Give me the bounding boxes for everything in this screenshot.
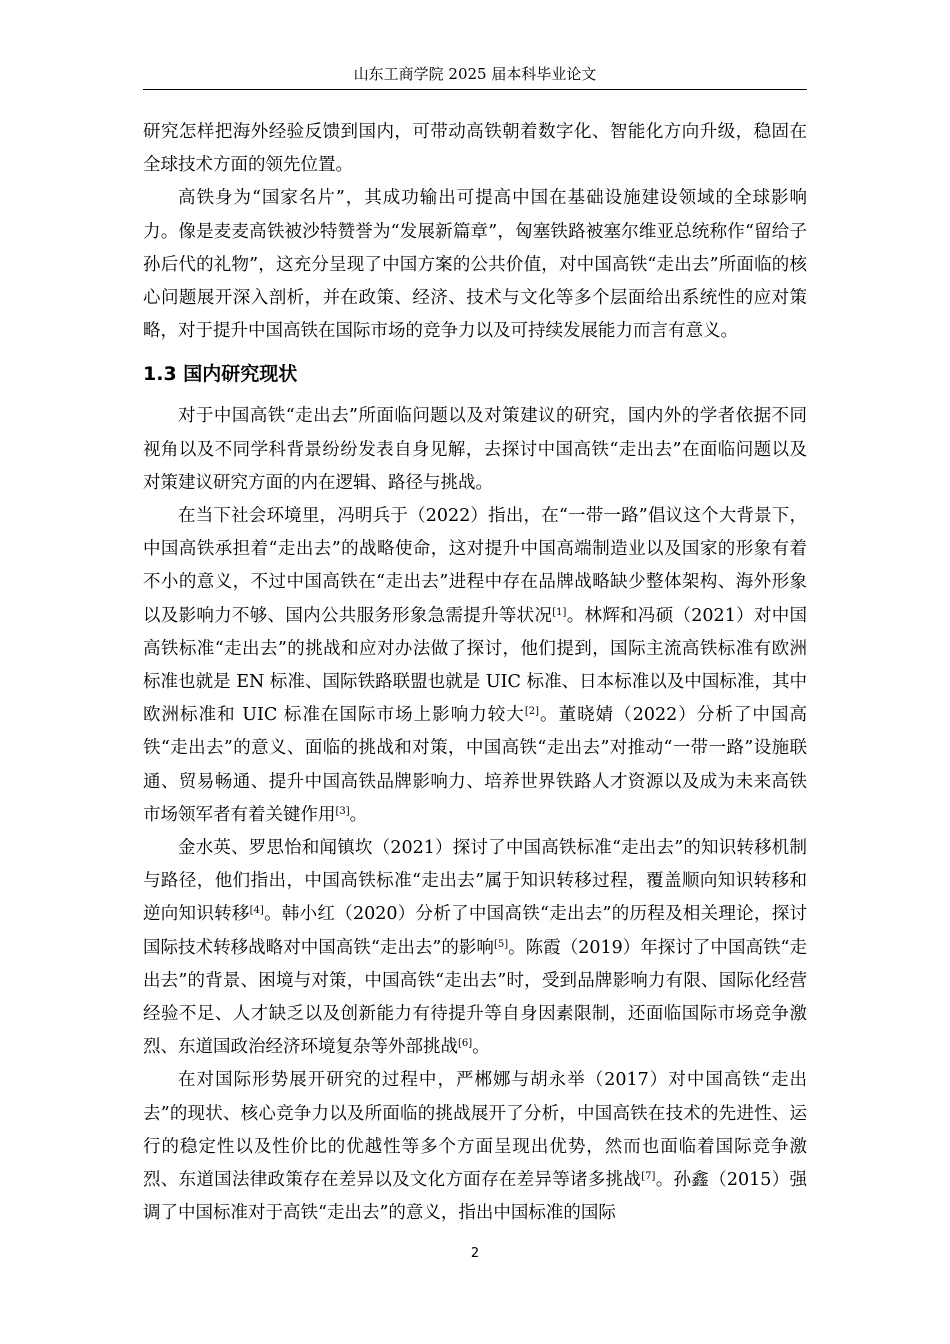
paragraph-text: 。董晓婧（2022）分析了中国高铁“走出去”的意义、面临的挑战和对策，中国高铁“走出去”对推动“一带一路”设施联通、贸易畅通、提升中国高铁品牌影响力、培养世界铁路人才资源以及成为未来高铁市场领军者有着关键作用 <box>143 705 807 825</box>
citation[interactable]: [5] <box>493 938 509 950</box>
header-title: 山东工商学院 2025 届本科毕业论文 <box>353 65 597 83</box>
page-footer <box>0 1246 950 1261</box>
citation[interactable]: [6] <box>458 1038 473 1050</box>
paragraph <box>143 500 807 832</box>
paragraph-text: 。林辉和冯硕（2021）对中国高铁标准“走出去”的挑战和应对办法做了探讨，他们提到，国际主流高铁标准有欧洲标准也就是 EN 标准、国际铁路联盟也就是 UIC 标准、日本标准以及中国标准，其中欧洲标准和 UIC 标准在国际市场上影响力较大 <box>143 605 807 726</box>
citation[interactable]: [7] <box>641 1171 656 1183</box>
paragraph: 研究怎样把海外经验反馈到国内，可带动高铁朝着数字化、智能化方向升级，稳固在全球技术方面的领先位置。 <box>143 122 807 176</box>
citation[interactable]: [2] <box>524 706 540 718</box>
citation[interactable]: [3] <box>335 805 350 817</box>
paragraph-text: 。孙鑫（2015）强调了中国标准对于高铁“走出去”的意义，指出中国标准的国际 <box>143 1170 807 1224</box>
citation[interactable]: [4] <box>249 905 264 917</box>
paragraph-text: 在对国际形势展开研究的过程中，严郴娜与胡永举（2017）对中国高铁“走出去”的现状、核心竞争力以及所面临的挑战展开了分析，中国高铁在技术的先进性、运行的稳定性以及性价比的优越性等多个方面呈现出优势，然而也面临着国际竞争激烈、东道国法律政策存在差异以及文化方面存在差异等诸多挑战 <box>143 1070 807 1191</box>
section-heading: 1.3 国内研究现状 <box>143 363 298 386</box>
paragraph: 对于中国高铁“走出去”所面临问题以及对策建议的研究，国内外的学者依据不同视角以及不同学科背景纷纷发表自身见解，去探讨中国高铁“走出去”在面临问题以及对策建议研究方面的内在逻辑、路径与挑战。 <box>143 406 807 493</box>
page-number: 2 <box>470 1246 480 1261</box>
paragraph-text: 。韩小红（2020）分析了中国高铁“走出去”的历程及相关理论，探讨国际技术转移战略对中国高铁“走出去”的影响 <box>143 904 807 958</box>
paragraph <box>143 1064 807 1230</box>
running-header <box>143 60 807 90</box>
paragraph-text: 。 <box>349 804 368 825</box>
paragraph <box>143 832 807 1064</box>
paragraph-text: 在当下社会环境里，冯明兵于（2022）指出，在“一带一路”倡议这个大背景下，中国高铁承担着“走出去”的战略使命，这对提升中国高端制造业以及国家的形象有着不小的意义，不过中国高铁在“走出去”进程中存在品牌战略缺少整体架构、海外形象以及影响力不够、国内公共服务形象急需提升等状况 <box>143 506 807 626</box>
paragraph-text: 。陈霞（2019）年探讨了中国高铁“走出去”的背景、困境与对策，中国高铁“走出去”时，受到品牌影响力有限、国际化经营经验不足、人才缺乏以及创新能力有待提升等自身因素限制，还面临国际市场竞争激烈、东道国政治经济环境复杂等外部挑战 <box>143 937 807 1058</box>
citation[interactable]: [1] <box>552 606 567 618</box>
paragraph-text: 金水英、罗思怡和闻镇坎（2021）探讨了中国高铁标准“走出去”的知识转移机制与路径，他们指出，中国高铁标准“走出去”属于知识转移过程，覆盖顺向知识转移和逆向知识转移 <box>143 838 807 925</box>
paragraph: 高铁身为“国家名片”，其成功输出可提高中国在基础设施建设领域的全球影响力。像是麦麦高铁被沙特赞誉为“发展新篇章”，匈塞铁路被塞尔维亚总统称作“留给子孙后代的礼物”，这充分呈现了中国方案的公共价值，对中国高铁“走出去”所面临的核心问题展开深入剖析，并在政策、经济、技术与文化等多个层面给出系统性的应对策略，对于提升中国高铁在国际市场的竞争力以及可持续发展能力而言有意义。 <box>143 188 807 342</box>
paragraph-text: 。 <box>472 1037 490 1058</box>
page-body <box>143 116 807 1231</box>
